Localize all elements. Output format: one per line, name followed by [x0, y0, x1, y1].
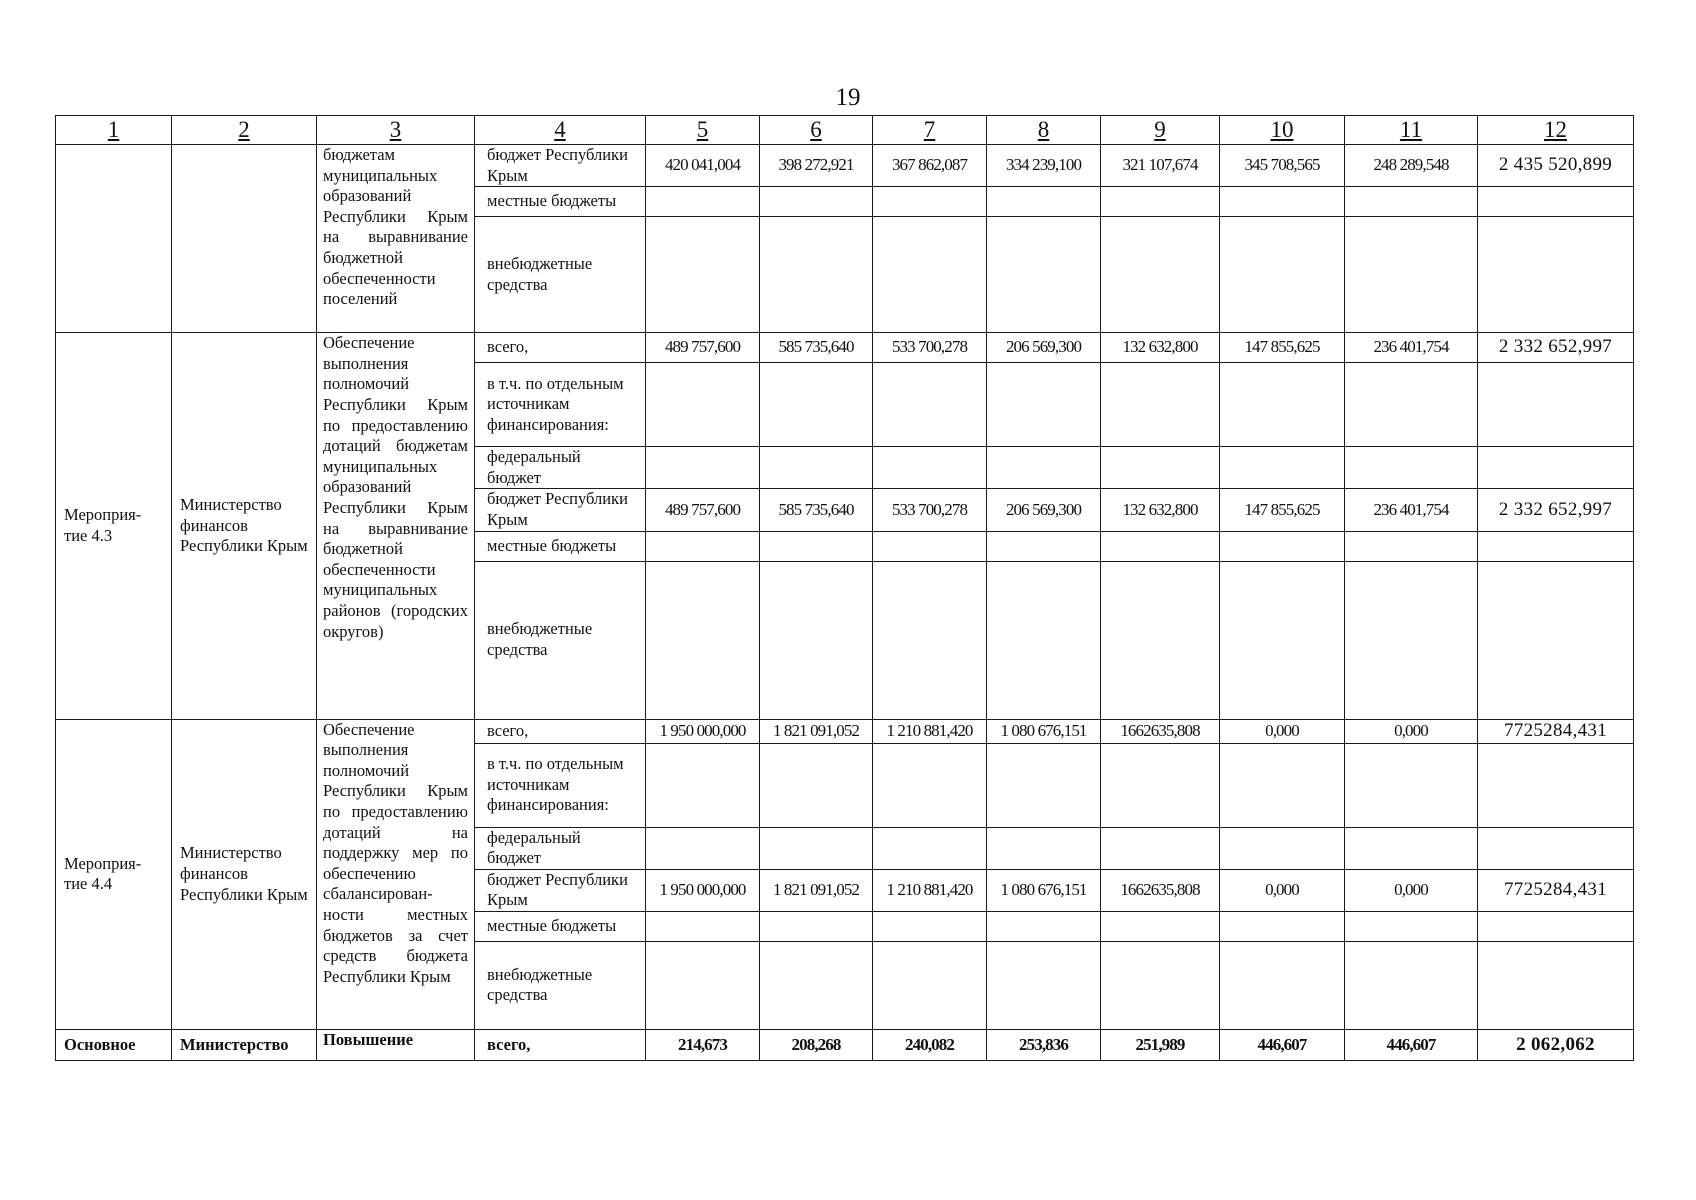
value-cell [873, 447, 987, 489]
value-cell: 533 700,278 [873, 489, 987, 531]
value-cell: 1 950 000,000 [646, 869, 760, 911]
value-cell: 1 210 881,420 [873, 869, 987, 911]
value-cell [760, 911, 873, 941]
description-cell: Обеспечение выполнения полномочий Республики Крым по предоставлению дотаций бюджетам муниципальных образований Республики Крым на выравнивание бюджетной обеспеченности муниципальных районов (городских округов) [317, 333, 475, 719]
value-cell [1220, 561, 1345, 719]
total-cell [1478, 941, 1634, 1029]
value-cell [1101, 827, 1220, 869]
value-cell [760, 187, 873, 217]
value-cell: 1662635,808 [1101, 719, 1220, 743]
table-row [56, 333, 1634, 363]
value-cell [873, 941, 987, 1029]
value-cell: 420 041,004 [646, 145, 760, 187]
value-cell [1345, 447, 1478, 489]
value-cell [646, 187, 760, 217]
activity-cell: Мероприя-тие 4.3 [56, 333, 172, 719]
value-cell: 0,000 [1345, 869, 1478, 911]
value-cell [1220, 447, 1345, 489]
value-cell [1101, 743, 1220, 827]
value-cell [760, 217, 873, 333]
value-cell [760, 447, 873, 489]
value-cell [646, 911, 760, 941]
value-cell [1101, 447, 1220, 489]
column-number: 11 [1345, 116, 1478, 145]
activity-cell: Основное [56, 1029, 172, 1060]
total-cell: 7725284,431 [1478, 869, 1634, 911]
funding-source-cell: бюджет Республики Крым [475, 869, 646, 911]
funding-source-cell: местные бюджеты [475, 911, 646, 941]
column-number: 5 [646, 116, 760, 145]
total-cell [1478, 561, 1634, 719]
value-cell [873, 217, 987, 333]
value-cell [760, 827, 873, 869]
column-number: 7 [873, 116, 987, 145]
column-number: 1 [56, 116, 172, 145]
description-cell: Повышение [317, 1029, 475, 1060]
description-cell: Обеспечение выполнения полномочий Республики Крым по предоставлению дотаций на поддержку мер по обеспечению сбалансирован-ности местных бюджетов за счет средств бюджета Республики Крым [317, 719, 475, 1029]
value-cell [1345, 911, 1478, 941]
executor-cell [172, 145, 317, 333]
value-cell: 446,607 [1220, 1029, 1345, 1060]
column-number-row [56, 116, 1634, 145]
value-cell: 206 569,300 [987, 333, 1101, 363]
value-cell [873, 363, 987, 447]
value-cell [987, 187, 1101, 217]
value-cell [873, 561, 987, 719]
value-cell [1101, 561, 1220, 719]
value-cell: 334 239,100 [987, 145, 1101, 187]
total-cell [1478, 531, 1634, 561]
column-number: 4 [475, 116, 646, 145]
value-cell: 248 289,548 [1345, 145, 1478, 187]
value-cell [873, 531, 987, 561]
total-cell: 2 435 520,899 [1478, 145, 1634, 187]
value-cell [1220, 531, 1345, 561]
value-cell [987, 561, 1101, 719]
value-cell [873, 743, 987, 827]
total-cell [1478, 217, 1634, 333]
value-cell: 533 700,278 [873, 333, 987, 363]
funding-source-cell: бюджет Республики Крым [475, 489, 646, 531]
value-cell [1101, 363, 1220, 447]
value-cell [1101, 187, 1220, 217]
value-cell [1220, 217, 1345, 333]
column-number: 2 [172, 116, 317, 145]
value-cell: 1 080 676,151 [987, 719, 1101, 743]
value-cell [1345, 827, 1478, 869]
total-cell [1478, 911, 1634, 941]
value-cell: 1662635,808 [1101, 869, 1220, 911]
value-cell [987, 911, 1101, 941]
value-cell [1345, 743, 1478, 827]
value-cell: 398 272,921 [760, 145, 873, 187]
value-cell: 489 757,600 [646, 333, 760, 363]
value-cell: 132 632,800 [1101, 333, 1220, 363]
funding-source-cell: федеральный бюджет [475, 447, 646, 489]
value-cell [1345, 561, 1478, 719]
value-cell [646, 447, 760, 489]
column-number: 12 [1478, 116, 1634, 145]
total-cell: 2 062,062 [1478, 1029, 1634, 1060]
value-cell [1345, 531, 1478, 561]
budget-table [55, 115, 1634, 1061]
value-cell: 251,989 [1101, 1029, 1220, 1060]
value-cell: 446,607 [1345, 1029, 1478, 1060]
value-cell [760, 941, 873, 1029]
value-cell: 1 080 676,151 [987, 869, 1101, 911]
value-cell [987, 363, 1101, 447]
value-cell: 1 950 000,000 [646, 719, 760, 743]
table-row [56, 1029, 1634, 1060]
value-cell [1101, 911, 1220, 941]
column-number: 8 [987, 116, 1101, 145]
value-cell [987, 743, 1101, 827]
value-cell [1220, 941, 1345, 1029]
column-number: 9 [1101, 116, 1220, 145]
column-number: 6 [760, 116, 873, 145]
value-cell: 1 821 091,052 [760, 719, 873, 743]
value-cell [646, 217, 760, 333]
funding-source-cell: внебюджетные средства [475, 561, 646, 719]
value-cell [1220, 827, 1345, 869]
funding-source-cell: всего, [475, 1029, 646, 1060]
value-cell: 0,000 [1220, 869, 1345, 911]
value-cell [1220, 187, 1345, 217]
total-cell: 7725284,431 [1478, 719, 1634, 743]
executor-cell: Министерство [172, 1029, 317, 1060]
value-cell [1345, 217, 1478, 333]
total-cell: 2 332 652,997 [1478, 489, 1634, 531]
value-cell [1220, 743, 1345, 827]
value-cell [987, 447, 1101, 489]
value-cell [987, 941, 1101, 1029]
page-number: 19 [835, 84, 861, 111]
value-cell: 367 862,087 [873, 145, 987, 187]
funding-source-cell: в т.ч. по отдельным источникам финансирования: [475, 363, 646, 447]
total-cell [1478, 827, 1634, 869]
value-cell [1220, 363, 1345, 447]
value-cell: 132 632,800 [1101, 489, 1220, 531]
column-number: 10 [1220, 116, 1345, 145]
activity-cell [56, 145, 172, 333]
value-cell [1220, 911, 1345, 941]
total-cell [1478, 363, 1634, 447]
value-cell [987, 217, 1101, 333]
value-cell: 489 757,600 [646, 489, 760, 531]
value-cell [646, 941, 760, 1029]
value-cell [1101, 941, 1220, 1029]
value-cell: 236 401,754 [1345, 333, 1478, 363]
funding-source-cell: в т.ч. по отдельным источникам финансирования: [475, 743, 646, 827]
funding-source-cell: всего, [475, 719, 646, 743]
executor-cell: Министерство финансов Республики Крым [172, 333, 317, 719]
value-cell: 206 569,300 [987, 489, 1101, 531]
value-cell [760, 531, 873, 561]
value-cell [646, 743, 760, 827]
value-cell: 1 821 091,052 [760, 869, 873, 911]
value-cell [1101, 531, 1220, 561]
value-cell [873, 827, 987, 869]
value-cell: 253,836 [987, 1029, 1101, 1060]
value-cell [646, 561, 760, 719]
total-cell: 2 332 652,997 [1478, 333, 1634, 363]
value-cell: 585 735,640 [760, 489, 873, 531]
total-cell [1478, 743, 1634, 827]
funding-source-cell: местные бюджеты [475, 187, 646, 217]
value-cell [873, 911, 987, 941]
description-cell: бюджетам муниципальных образований Республики Крым на выравнивание бюджетной обеспеченности поселений [317, 145, 475, 333]
value-cell [1345, 941, 1478, 1029]
column-number: 3 [317, 116, 475, 145]
value-cell: 240,082 [873, 1029, 987, 1060]
value-cell [1345, 187, 1478, 217]
value-cell: 236 401,754 [1345, 489, 1478, 531]
funding-source-cell: внебюджетные средства [475, 941, 646, 1029]
value-cell [1101, 217, 1220, 333]
value-cell: 1 210 881,420 [873, 719, 987, 743]
value-cell [646, 363, 760, 447]
value-cell: 0,000 [1345, 719, 1478, 743]
value-cell [987, 531, 1101, 561]
value-cell: 147 855,625 [1220, 333, 1345, 363]
executor-cell: Министерство финансов Республики Крым [172, 719, 317, 1029]
value-cell [873, 187, 987, 217]
funding-source-cell: местные бюджеты [475, 531, 646, 561]
value-cell: 0,000 [1220, 719, 1345, 743]
activity-cell: Мероприя-тие 4.4 [56, 719, 172, 1029]
value-cell: 214,673 [646, 1029, 760, 1060]
value-cell: 147 855,625 [1220, 489, 1345, 531]
value-cell [1345, 363, 1478, 447]
value-cell: 321 107,674 [1101, 145, 1220, 187]
value-cell [760, 561, 873, 719]
value-cell [987, 827, 1101, 869]
value-cell: 208,268 [760, 1029, 873, 1060]
table-row [56, 719, 1634, 743]
value-cell [760, 743, 873, 827]
value-cell: 345 708,565 [1220, 145, 1345, 187]
value-cell [646, 827, 760, 869]
total-cell [1478, 187, 1634, 217]
funding-source-cell: федеральный бюджет [475, 827, 646, 869]
total-cell [1478, 447, 1634, 489]
funding-source-cell: всего, [475, 333, 646, 363]
table-row [56, 145, 1634, 187]
funding-source-cell: бюджет Республики Крым [475, 145, 646, 187]
value-cell [760, 363, 873, 447]
funding-source-cell: внебюджетные средства [475, 217, 646, 333]
value-cell: 585 735,640 [760, 333, 873, 363]
value-cell [646, 531, 760, 561]
